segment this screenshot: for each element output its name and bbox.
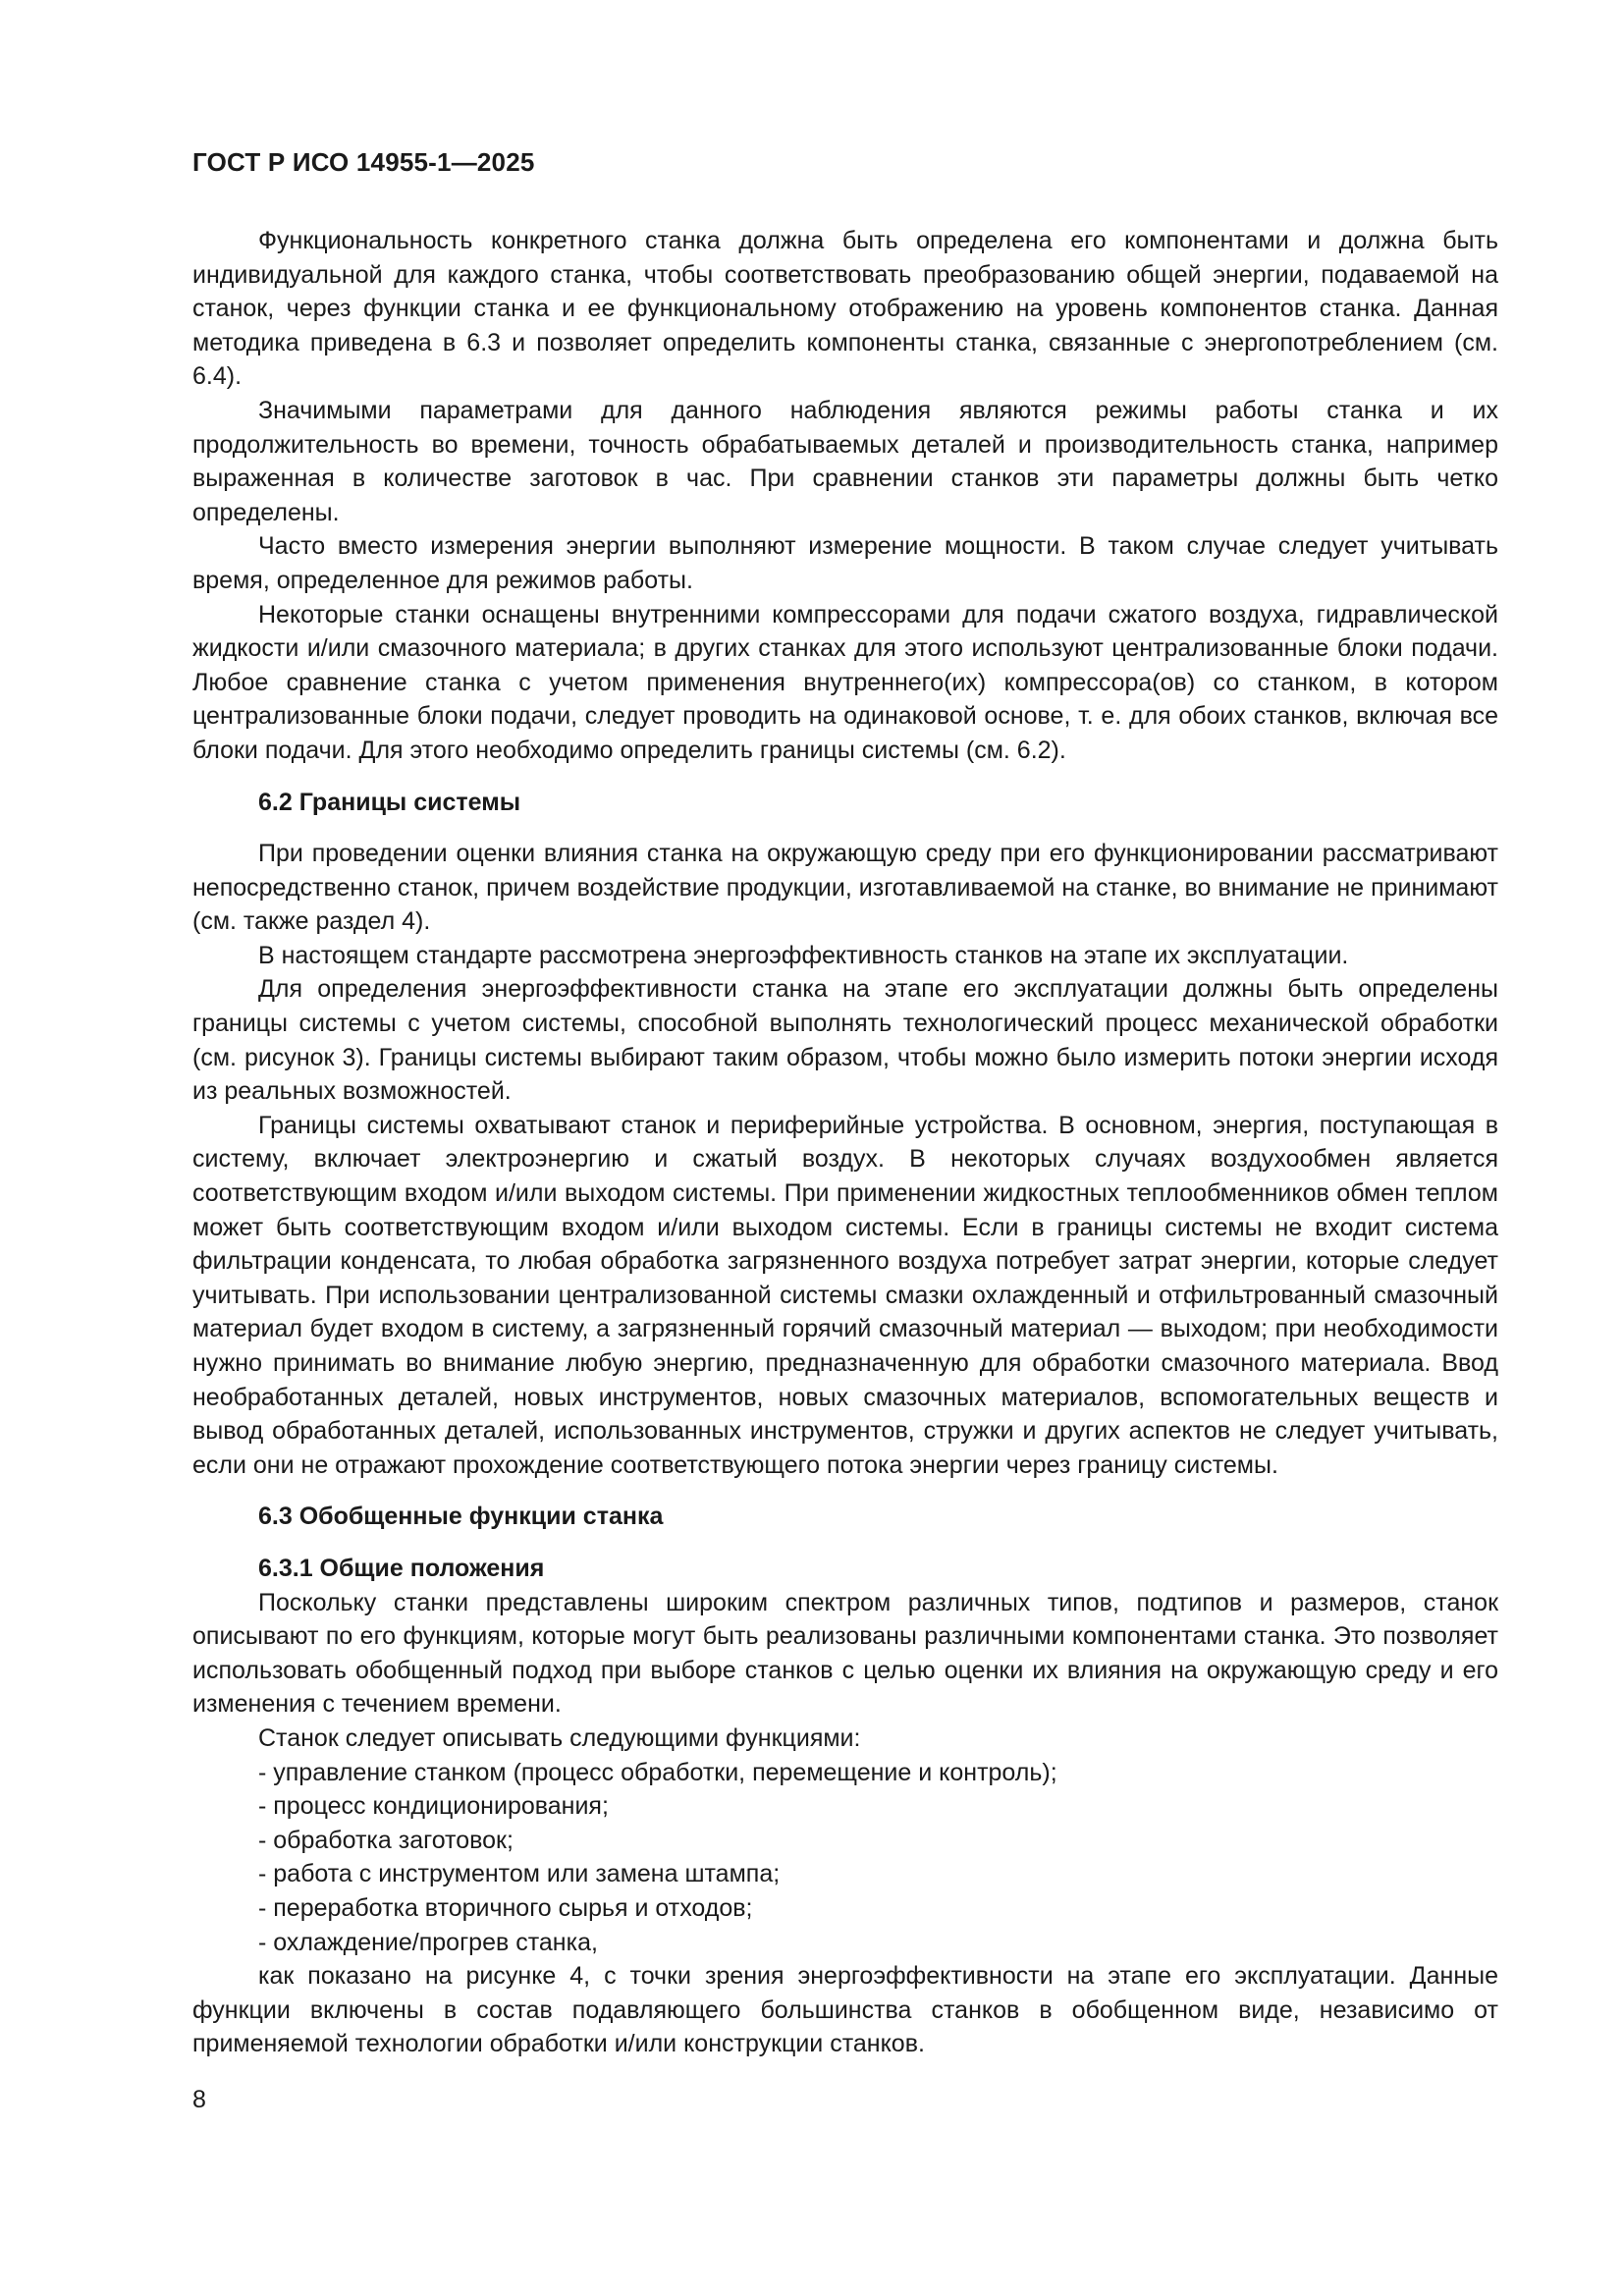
list-item: - работа с инструментом или замена штампа;	[258, 1860, 781, 1888]
list-item: - управление станком (процесс обработки, перемещение и контроль);	[258, 1758, 1057, 1786]
paragraph: Станок следует описывать следующими функциями:	[258, 1723, 861, 1752]
paragraph: как показано на рисунке 4, с точки зрения энергоэффективности на этапе его эксплуатации. Данные функции включены в состав подавляющего большинства станков в обобщенном виде, независимо от применяемой технологии обработки и/или конструкции станков.	[192, 1962, 1498, 2058]
paragraph: При проведении оценки влияния станка на окружающую среду при его функционировании рассматривают непосредственно станок, причем воздействие продукции, изготавливаемой на станке, во внимание не принимают (см. также раздел 4).	[192, 840, 1498, 936]
list-item: - процесс кондиционирования;	[258, 1792, 609, 1821]
paragraph: Некоторые станки оснащены внутренними компрессорами для подачи сжатого воздуха, гидравлической жидкости и/или смазочного материала; в других станках для этого используют централизованные блоки подачи. Любое сравнение станка с учетом применения внутреннего(их) компрессора(ов) со станком, в котором централизованные блоки подачи, следует проводить на одинаковой основе, т. е. для обоих станков, включая все блоки подачи. Для этого необходимо определить границы системы (см. 6.2).	[192, 600, 1498, 764]
paragraph: Значимыми параметрами для данного наблюдения являются режимы работы станка и их продолжительность во времени, точность обрабатываемых деталей и производительность станка, например выраженная в количестве заготовок в час. При сравнении станков эти параметры должны быть четко определены.	[192, 396, 1498, 526]
paragraph: Границы системы охватывают станок и периферийные устройства. В основном, энергия, поступающая в систему, включает электроэнергию и сжатый воздух. В некоторых случаях воздухообмен является соответствующим входом и/или выходом системы. При применении жидкостных теплообменников обмен теплом может быть соответствующим входом и/или выходом системы. Если в границы системы не входит система фильтрации конденсата, то любая обработка загрязненного воздуха потребует затрат энергии, которые следует учитывать. При использовании централизованной системы смазки охлажденный и отфильтрованный смазочный материал будет входом в систему, а загрязненный горячий смазочный материал — выходом; при необходимости нужно принимать во внимание любую энергию, предназначенную для обработки смазочного материала. Ввод необработанных деталей, новых инструментов, новых смазочных материалов, вспомогательных веществ и вывод обработанных деталей, использованных инструментов, стружки и других аспектов не следует учитывать, если они не отражают прохождение соответствующего потока энергии через границу системы.	[192, 1111, 1498, 1479]
function-list	[192, 1756, 1498, 1960]
paragraph: Для определения энергоэффективности станка на этапе его эксплуатации должны быть определены границы системы с учетом системы, способной выполнять технологический процесс механической обработки (см. рисунок 3). Границы системы выбирают таким образом, чтобы можно было измерить потоки энергии исходя из реальных возможностей.	[192, 975, 1498, 1106]
subsection-heading-6-3-1: 6.3.1 Общие положения	[258, 1554, 545, 1582]
paragraph: Часто вместо измерения энергии выполняют измерение мощности. В таком случае следует учитывать время, определенное для режимов работы.	[192, 532, 1498, 594]
paragraph: Функциональность конкретного станка должна быть определена его компонентами и должна быть индивидуальной для каждого станка, чтобы соответствовать преобразованию общей энергии, подаваемой на станок, через функции станка и ее функциональному отображению на уровень компонентов станка. Данная методика приведена в 6.3 и позволяет определить компоненты станка, связанные с энергопотреблением (см. 6.4).	[192, 227, 1498, 391]
section-heading-6-3: 6.3 Обобщенные функции станка	[258, 1503, 664, 1531]
list-item: - переработка вторичного сырья и отходов;	[258, 1893, 753, 1922]
list-item: - обработка заготовок;	[258, 1826, 514, 1854]
paragraph: Поскольку станки представлены широким спектром различных типов, подтипов и размеров, станок описывают по его функциям, которые могут быть реализованы различными компонентами станка. Это позволяет использовать обобщенный подход при выборе станков с целью оценки их влияния на окружающую среду и его изменения с течением времени.	[192, 1588, 1498, 1719]
paragraph: В настоящем стандарте рассмотрена энергоэффективность станков на этапе их эксплуатации.	[258, 941, 1349, 969]
list-item: - охлаждение/прогрев станка,	[258, 1928, 598, 1956]
document-header: ГОСТ Р ИСО 14955-1—2025	[192, 147, 535, 177]
section-heading-6-2: 6.2 Границы системы	[258, 788, 521, 816]
page-number: 8	[192, 2086, 206, 2113]
document-body	[192, 224, 1498, 2061]
